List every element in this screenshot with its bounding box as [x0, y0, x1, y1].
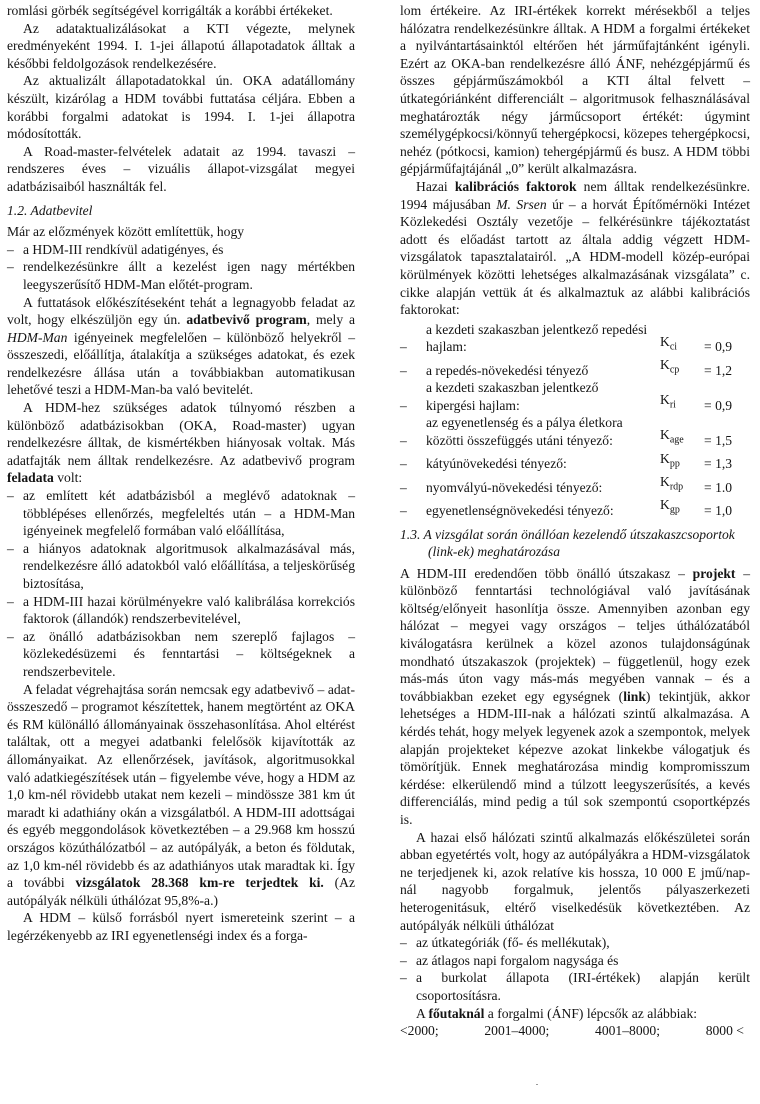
list-dash: –: [400, 456, 407, 472]
list-item-text: az önálló adatbázisokban nem szereplő fajlagos – közlekedésüzemi és fenntartási – költségeknek a rendszerbevitele.: [23, 628, 355, 679]
factor-value: = 1.0: [704, 479, 733, 495]
paragraph: A HDM – külső forrásból nyert ismereteink szerint – a legérzékenyebb az IRI egyenetlenségi index és a forga-: [7, 910, 355, 943]
factor-subscript: ci: [669, 341, 678, 353]
factor-row: [400, 356, 750, 379]
list-dash: –: [400, 479, 407, 495]
list-dash: –: [7, 241, 14, 257]
factor-label-line: az egyenetlenség és a pálya életkora: [426, 415, 623, 431]
bold-term: adatbevivő program: [186, 312, 307, 328]
factor-value: = 1,3: [704, 456, 733, 472]
text-run: nem álltak rendelkezésünkre. 1994 májusában: [400, 178, 751, 212]
list-item: [7, 540, 355, 593]
traffic-category: 8000 <: [705, 1023, 744, 1039]
factor-row: [400, 496, 750, 519]
factor-symbol: $K_{age}$: [660, 427, 684, 446]
list-item: [400, 934, 750, 952]
factor-subscript: rdp: [669, 481, 684, 493]
list-item-text: a hiányos adatoknak algoritmusok alkalmazásával más, rendelkezésre álló adatokból való előállítása, a teljeskörűség biztosítása,: [23, 540, 355, 591]
paragraph: A Road-master-felvételek adatait az 1994. tavaszi – rendszeres éves – vizuális állapot-vizsgálat megyei adatbázisaiból használták fel.: [7, 143, 355, 194]
list-item: [7, 241, 355, 259]
list-dash: –: [400, 362, 407, 378]
factor-value: = 1,5: [704, 432, 733, 448]
factor-label: a repedés-növekedési tényező: [426, 362, 589, 378]
text-run: A HDM-hez szükséges adatok túlnyomó részben a különböző adatbázisokban (OKA, Road-master) ugyan rendelkezésre álltak, de kismértékben hiányosak voltak. Más adatfajták nem álltak rendelkezésre. Az adatbevivő program: [7, 400, 355, 468]
list-dash: –: [7, 259, 14, 275]
factor-value: = 1,2: [704, 362, 733, 378]
list-item: [7, 487, 355, 540]
text-run: (Az autópályák nélküli úthálózat 95,8%-a.): [7, 875, 355, 908]
factor-value: = 1,0: [704, 502, 733, 518]
bold-term: link: [623, 688, 646, 704]
factor-label-line: közötti összefüggés utáni tényező:: [426, 432, 613, 448]
list-item: [7, 628, 355, 681]
factor-label: egyenetlenségnövekedési tényező:: [426, 502, 614, 518]
bold-term: feladata: [7, 470, 54, 486]
list-dash: –: [400, 970, 407, 986]
factor-label: kátyúnövekedési tényező:: [426, 456, 567, 472]
factor-label: [426, 321, 660, 356]
text-run: úr – a horvát Építőmérnöki Intézet Közlekedési Osztály vezetője – felkérésünkre tájékoztatást adott és előadást tartott az általa addig végzett HDM-vizsgálatok tapasztalatairól. „A HDM-modell közép-európai körülmények közötti lehetséges alkalmazásának vizsgálata” c. cikke alapján vettük át és alkalmaztuk az alábbi kalibrációs faktorokat:: [400, 196, 750, 318]
list-item: [7, 593, 355, 628]
traffic-categories: [400, 1022, 750, 1040]
list-dash: –: [400, 952, 407, 968]
italic-term: M. Srsen: [496, 196, 547, 212]
text-run: A: [416, 1005, 429, 1021]
paragraph: lom értékeire. Az IRI-értékek korrekt mérésekből a teljes hálózatra rendelkezésünkre álltak. A HDM a forgalmi értékeket a nyilvántartásainktól eltérően hét járműfajtánként igényli. Ezért az OKA-ban rendelkezésre álló ÁNF, nehézgépjármű és összes gépjárműszámokból a KTI által felvett – útkategóriánként differenciált – algoritmusok felhasználásával meghatározták négy járműcsoport értékét: úgymint személygépkocsi/könnyű tehergépkocsi, közepes tehergépkocsi, nehéz (pótkocsi, kamion) tehergépjármű és busz. A HDM többi gépjárműfajtájánál „0” került alkalmazásra.: [400, 3, 750, 177]
scan-speck: [536, 1084, 538, 1085]
list-dash: –: [7, 488, 14, 504]
text-run: – különböző fenntartási technológiával való javításának költség/előnyeit hasonlítja össze. Amennyiben azonban egy hálózat – megyei vagy országos – teljes úthálózatából kiválogatásra kerülnek a közel azonos tulajdonságúnak mondható útszakaszok (projektek) – függetlenül, hogy ezek más-más úton vagy más-más megyében vannak – és a továbbiakban ezeket egy egységnek (: [400, 565, 750, 704]
section-heading-1-2: 1.2. Adatbevitel: [7, 202, 93, 218]
factor-symbol: $K_{ri}$: [660, 392, 676, 411]
factor-subscript: age: [669, 434, 684, 446]
factor-symbol: $K_{cp}$: [660, 356, 680, 376]
factor-list: [400, 321, 750, 520]
factor-row: [400, 414, 750, 449]
list-item-text: a HDM-III rendkívül adatigényes, és: [23, 241, 224, 257]
text-run: Hazai: [416, 178, 455, 194]
list-dash: –: [7, 540, 14, 556]
list-dash: –: [7, 628, 14, 644]
text-run: A feladat végrehajtása során nemcsak egy adatbevivő – adat-összeszedő – programot készítettek, hanem megtörtént az OKA és RM különálló állományainak összehasonlítása. Ahol eltérést találtak, ott a megyei adatbanki felelősök kijavították az állományaikat. Az ellenőrzések, javítások, algoritmusokkal való adatkiegészítések után – figyelembe véve, hogy a HDM az 1,0 km-nél rövidebb utakat nem kezeli – mindössze 381 km út maradt ki adathiány okán a vizsgálatból. A HDM-III adottságai és egyéb meggondolások következtében – a 29.968 km hosszú országos közúthálózatból – az autópályák, a beton és földutak, az 1,0 km-nél rövidebb és az adathiányos utak maradtak ki. Így a további: [7, 681, 355, 891]
traffic-category: <2000;: [400, 1023, 439, 1039]
factor-subscript: ri: [669, 399, 676, 411]
factor-row: [400, 379, 750, 414]
bold-term: vizsgálatok 28.368 km-re terjedtek ki.: [75, 875, 324, 891]
text-run: a forgalmi (ÁNF) lépcsők az alábbiak:: [484, 1005, 698, 1021]
list-item-text: az útkategóriák (fő- és mellékutak),: [416, 935, 610, 951]
paragraph: [400, 1005, 750, 1023]
list-item-text: a HDM-III hazai körülményekre való kalibrálása korrekciós faktorok (állandók) rendszerbevitelével,: [23, 593, 355, 627]
paragraph: [7, 399, 355, 487]
section-heading-1-3: 1.3. A vizsgálat során önállóan kezelendő útszakaszcsoportok (link-ek) meghatározása: [400, 526, 735, 560]
list-item-text: a burkolat állapota (IRI-értékek) alapján került csoportosításra.: [416, 970, 750, 1003]
factor-symbol: $K_{gp}$: [660, 497, 680, 516]
factor-symbol: $K_{rdp}$: [660, 473, 684, 493]
traffic-category: 2001–4000;: [484, 1023, 550, 1039]
italic-term: HDM-Man: [7, 329, 68, 345]
factor-subscript: cp: [669, 364, 680, 376]
list-item-text: rendelkezésünkre állt a kezelést igen nagy mértékben leegyszerűsítő HDM-Man előtét-program.: [23, 259, 355, 292]
factor-label: [426, 414, 660, 449]
factor-label: nyomvályú-növekedési tényező:: [426, 479, 603, 495]
paragraph: Az aktualizált állapotadatokkal ún. OKA adatállomány készült, kizárólag a HDM további futtatása céljára. Ebben a korábbi forgalmi adatokat is 1994. I. 1-jei állapotra módosították.: [7, 73, 355, 142]
paragraph: [400, 565, 750, 829]
factor-symbol: $K_{pp}$: [660, 450, 680, 470]
list-dash: –: [400, 502, 407, 518]
list-item: [7, 258, 355, 293]
factor-row: [400, 321, 750, 356]
text-run: igényeinek megfelelően – különböző helyekről – összeszedi, előállítja, átalakítja a szükséges adatokat, és ezek rendelkezésre állása után a továbbiakban automatikusan lehetővé teszi a HDM-Man-ba való bevitelét.: [7, 329, 355, 398]
list-dash: –: [400, 339, 407, 355]
list-item-text: az említett két adatbázisból a meglévő adatoknak – többlépéses ellenőrzés, megfeleltés után – a HDM-Man igényeinek megfelelő formában való előállítása,: [23, 488, 355, 539]
factor-label-line: a kezdeti szakaszban jelentkező repedési: [426, 321, 648, 337]
paragraph: Már az előzmények között említettük, hogy: [7, 224, 245, 240]
text-run: ) tekintjük, akkor lehetséges a HDM-III-nak a hálózati szintű alkalmazása. A kérdés tehát, hogy melyek legyenek azok a szempontok, melyek alapján projekteket képezve azokat linkekbe válogatjuk és tömörítjük. Ennek meghatározása mindig kompromisszum kérdése: elkerülendő mind a túlzott leegyszerűsítés, a kevés differenciálás, mind pedig a túl sok szempontú csoportképzés is.: [400, 688, 750, 827]
factor-label: [426, 379, 660, 414]
paragraph: A hazai első hálózati szintű alkalmazás előkészületei során abban egyetértés volt, hogy az autópályákra a HDM-vizsgálatok ne terjedjenek ki, azok relatíve kis hossza, 10 000 E jmű/nap-nál nagyobb forgalmuk, jelentős pályaszerkezeti heterogenitásuk, eltérő viselkedésük következtében. Az autópályák nélküli úthálózat: [400, 829, 750, 933]
right-column: [400, 2, 750, 1040]
bold-term: kalibrációs faktorok: [454, 178, 577, 194]
text-run: A HDM-III eredendően több önálló útszakasz –: [400, 565, 693, 581]
factor-value: = 0,9: [704, 397, 733, 413]
list-dash: –: [7, 593, 14, 609]
left-column: [7, 2, 355, 944]
text-run: , mely a: [306, 312, 355, 328]
list-dash: –: [400, 397, 407, 413]
text-run: A futtatások előkészítéseként tehát a legnagyobb feladat az volt, hogy elkészüljön egy ún.: [7, 294, 355, 328]
paragraph: [400, 178, 750, 319]
factor-label-line: a kezdeti szakaszban jelentkező: [426, 380, 599, 396]
list-item: [400, 969, 750, 1004]
list-dash: –: [400, 935, 407, 951]
factor-label-line: kipergési hajlam:: [426, 397, 520, 413]
factor-row: [400, 473, 750, 496]
factor-symbol: $K_{ci}$: [660, 333, 678, 353]
paragraph: Az adataktualizálásokat a KTI végezte, melynek eredményeként 1994. I. 1-jei állapotú állapotadatok álltak a későbbi feldolgozások rendelkezésére.: [7, 20, 355, 71]
factor-subscript: pp: [669, 458, 680, 470]
factor-row: [400, 450, 750, 473]
paragraph: romlási görbék segítségével korrigálták a korábbi értékeket.: [7, 3, 333, 18]
list-dash: –: [400, 432, 407, 448]
paragraph: [7, 681, 355, 910]
factor-label-line: hajlam:: [426, 339, 467, 355]
paragraph: [7, 294, 355, 400]
list-item-text: az átlagos napi forgalom nagysága és: [416, 952, 619, 968]
factor-subscript: gp: [669, 504, 680, 516]
list-item: [400, 952, 750, 970]
factor-value: = 0,9: [704, 339, 733, 355]
traffic-category: 4001–8000;: [595, 1023, 660, 1039]
text-run: volt:: [53, 470, 83, 486]
bold-term: főutaknál: [428, 1005, 485, 1021]
bold-term: projekt: [692, 565, 736, 581]
